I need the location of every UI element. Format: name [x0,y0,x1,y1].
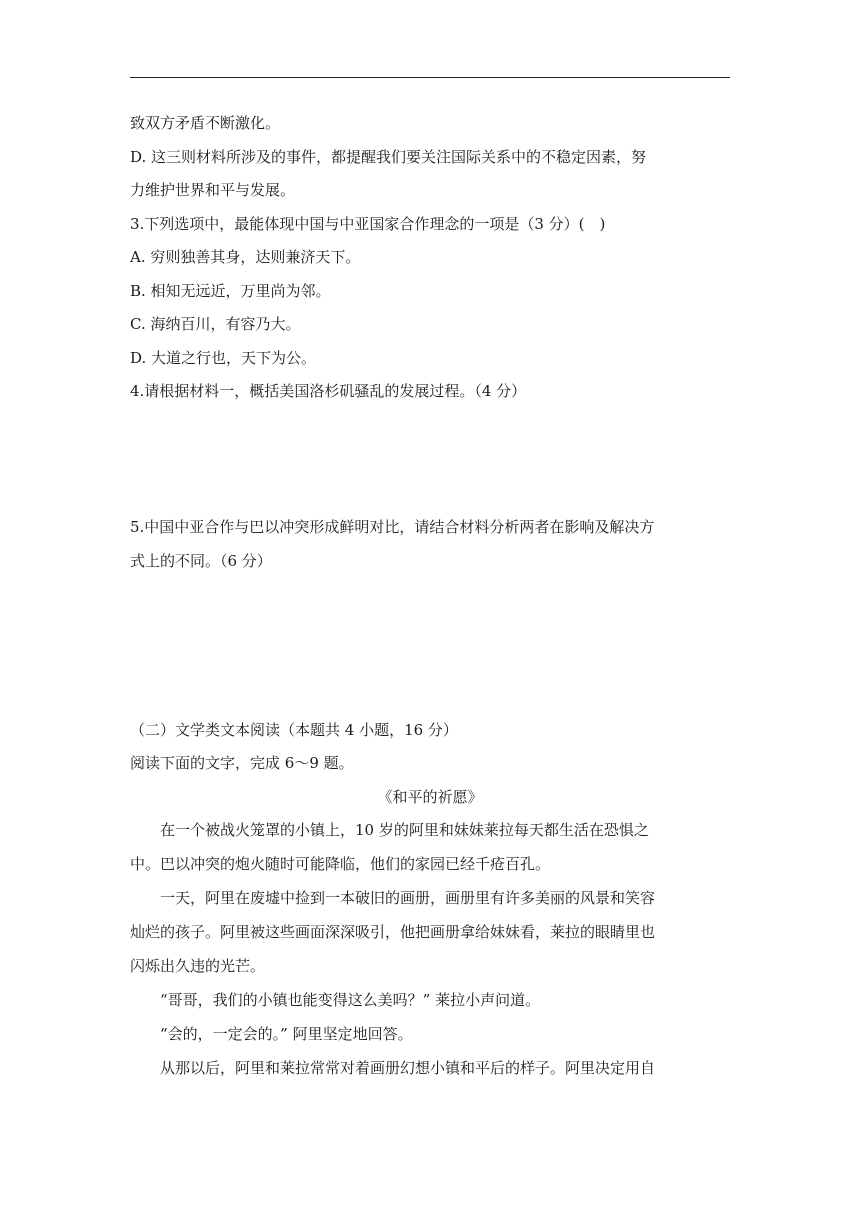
text-line: 式上的不同。（6 分） [130,552,272,570]
text-line: 力维护世界和平与发展。 [130,181,296,199]
option-d-line: D. 这三则材料所涉及的事件，都提醒我们要关注国际关系中的不稳定因素，努 [130,148,647,166]
question-3: 3.下列选项中，最能体现中国与中亚国家合作理念的一项是（3 分）( ) [130,215,606,233]
section-heading: （二）文学类文本阅读（本题共 4 小题，16 分） [130,721,458,739]
instruction-line: 阅读下面的文字，完成 6～9 题。 [130,754,354,772]
header-rule [130,77,730,78]
option-a: A. 穷则独善其身，达则兼济天下。 [130,248,361,266]
option-b: B. 相知无远近，万里尚为邻。 [130,282,331,300]
paragraph-line: 中。巴以冲突的炮火随时可能降临，他们的家园已经千疮百孔。 [130,855,551,873]
dialogue-line: “会的，一定会的。” 阿里坚定地回答。 [160,1025,413,1043]
option-d: D. 大道之行也，天下为公。 [130,349,317,367]
question-4: 4.请根据材料一，概括美国洛杉矶骚乱的发展过程。（4 分） [130,382,527,400]
story-title: 《和平的祈愿》 [377,788,483,806]
text-line: 致双方矛盾不断激化。 [130,114,281,132]
dialogue-line: “哥哥，我们的小镇也能变得这么美吗？” 莱拉小声问道。 [160,991,541,1009]
option-c: C. 海纳百川，有容乃大。 [130,315,301,333]
paragraph-line: 闪烁出久违的光芒。 [130,957,266,975]
question-5: 5.中国中亚合作与巴以冲突形成鲜明对比，请结合材料分析两者在影响及解决方 [130,518,655,536]
paragraph-line: 一天，阿里在废墟中捡到一本破旧的画册，画册里有许多美丽的风景和笑容 [160,889,656,907]
paragraph-line: 灿烂的孩子。阿里被这些画面深深吸引，他把画册拿给妹妹看，莱拉的眼睛里也 [130,923,656,941]
paragraph-line: 从那以后，阿里和莱拉常常对着画册幻想小镇和平后的样子。阿里决定用自 [160,1059,656,1077]
paragraph-line: 在一个被战火笼罩的小镇上，10 岁的阿里和妹妹莱拉每天都生活在恐惧之 [160,821,649,839]
